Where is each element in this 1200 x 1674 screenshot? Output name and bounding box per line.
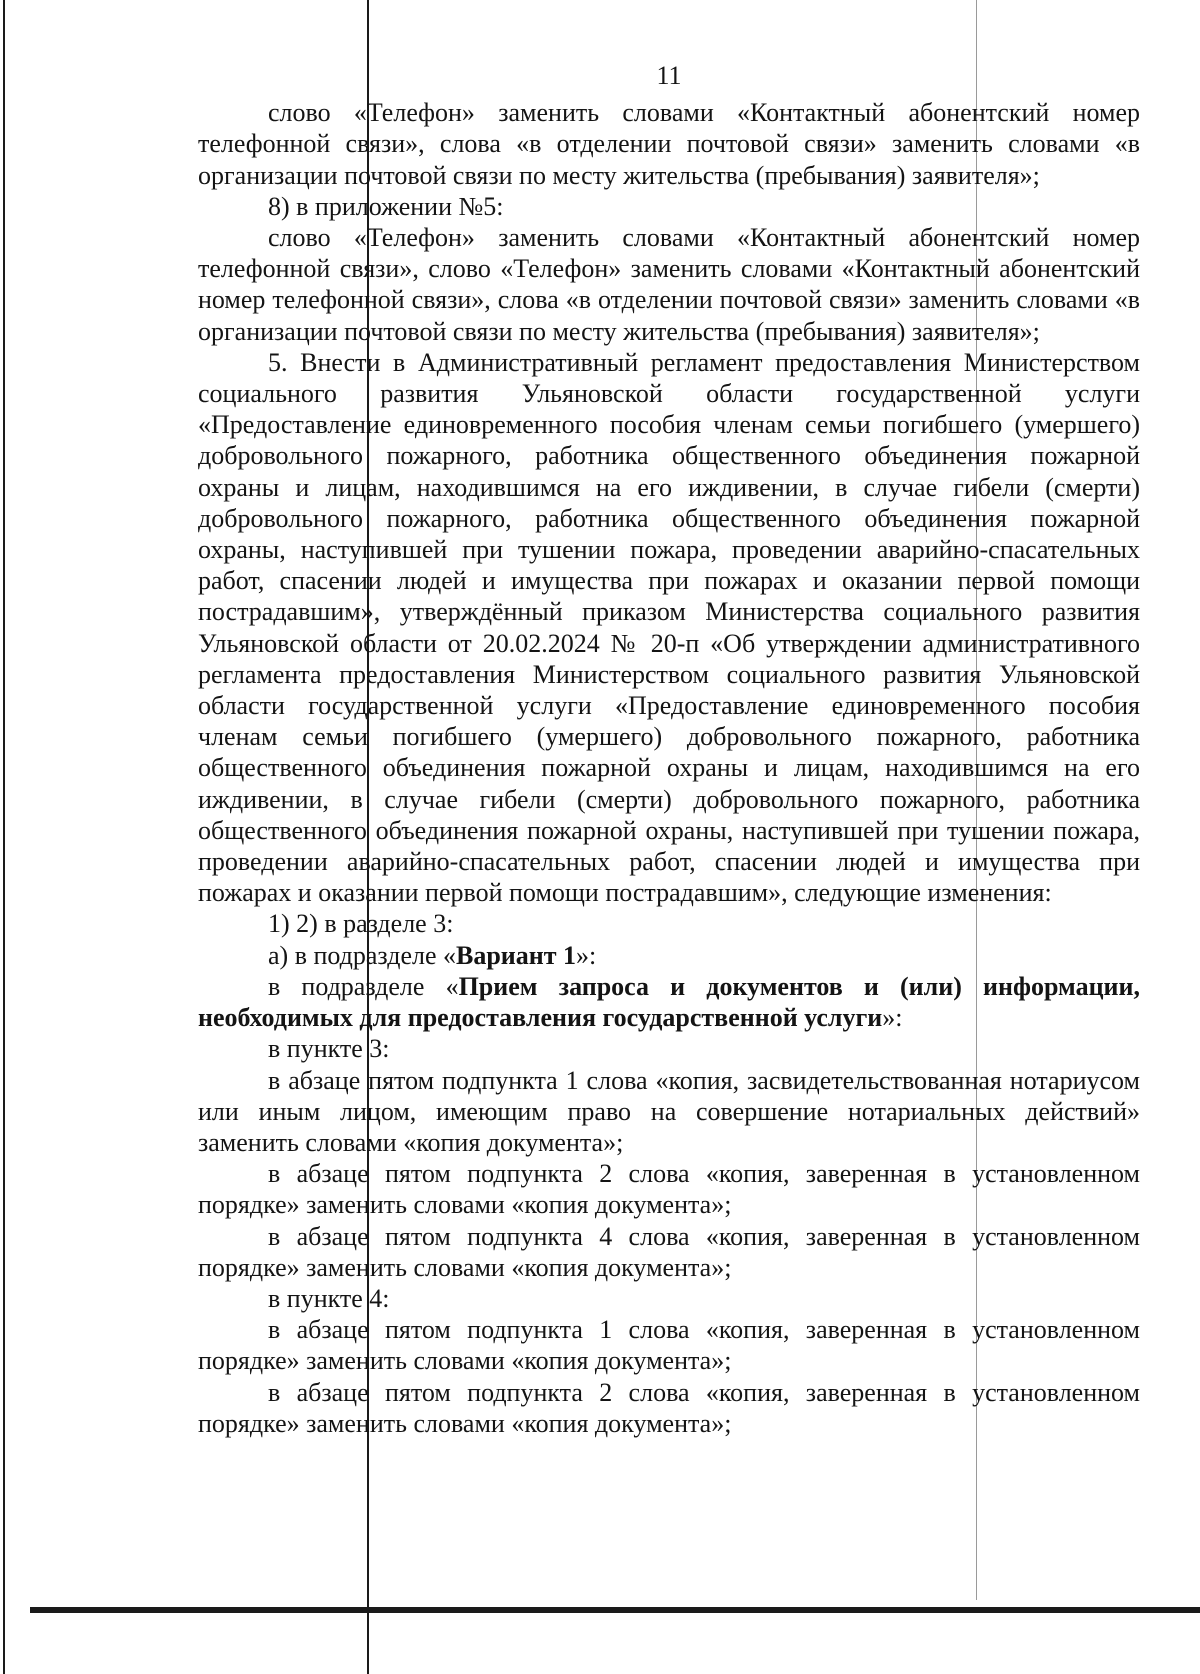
paragraph: в абзаце пятом подпункта 4 слова «копия, заверенная в установленном порядке» заменить словами «копия документа»; xyxy=(198,1221,1140,1282)
paragraph: в абзаце пятом подпункта 1 слова «копия, заверенная в установленном порядке» заменить словами «копия документа»; xyxy=(198,1315,1140,1376)
text-fragment: а) в подразделе « xyxy=(268,940,456,970)
paragraph-variant xyxy=(198,940,1140,971)
paragraph: 1) 2) в разделе 3: xyxy=(268,909,454,939)
paragraph: слово «Телефон» заменить словами «Контактный абонентский номер телефонной связи», слова «в отделении почтовой связи» заменить словами «в организации почтовой связи по месту жительства (пребывания) заявителя»; xyxy=(198,98,1140,190)
paragraph: 5. Внести в Административный регламент предоставления Министерством социального развития Ульяновской области государственной услуги «Предоставление единовременного пособия членам семьи погибшего (умершего) добровольного пожарного, работника общественного объединения пожарной охраны и лицам, находившимся на его иждивении, в случае гибели (смерти) добровольного пожарного, работника общественного объединения пожарной охраны, наступившей при тушении пожара, проведении аварийно-спасательных работ, спасении людей и имущества при пожарах и оказании первой помощи пострадавшим», утверждённый приказом Министерства социального развития Ульяновской области от 20.02.2024 № 20-п «Об утверждении административного регламента предоставления Министерством социального развития Ульяновской области государственной услуги «Предоставление единовременного пособия членам семьи погибшего (умершего) добровольного пожарного, работника общественного объединения пожарной охраны и лицам, находившимся на его иждивении, в случае гибели (смерти) добровольного пожарного, работника общественного объединения пожарной охраны, наступившей при тушении пожара, проведении аварийно-спасательных работ, спасении людей и имущества при пожарах и оказании первой помощи пострадавшим», следующие изменения: xyxy=(198,347,1140,908)
paragraph: в пункте 3: xyxy=(268,1034,390,1064)
paragraph: слово «Телефон» заменить словами «Контактный абонентский номер телефонной связи», слово «Телефон» заменить словами «Контактный абонентский номер телефонной связи», слова «в отделении почтовой связи» заменить словами «в организации почтовой связи по месту жительства (пребывания) заявителя»; xyxy=(198,223,1140,346)
bold-text: Вариант 1 xyxy=(456,940,577,970)
paragraph: 8) в приложении №5: xyxy=(268,191,504,221)
document-page xyxy=(198,60,1140,1439)
page-number: 11 xyxy=(656,61,682,90)
bottom-edge-line xyxy=(30,1607,1200,1613)
text-fragment: »: xyxy=(882,1003,903,1033)
left-edge-line xyxy=(3,0,5,1674)
text-fragment: в подразделе « xyxy=(268,971,459,1001)
paragraph-subsection xyxy=(198,971,1140,1033)
bold-text: Прием запроса и документов и (или) информации, необходимых для предоставления государственной услуги xyxy=(198,971,1141,1033)
paragraph: в абзаце пятом подпункта 2 слова «копия, заверенная в установленном порядке» заменить словами «копия документа»; xyxy=(198,1377,1140,1438)
paragraph: в абзаце пятом подпункта 2 слова «копия, заверенная в установленном порядке» заменить словами «копия документа»; xyxy=(198,1159,1140,1220)
paragraph: в пункте 4: xyxy=(268,1283,390,1313)
paragraph: в абзаце пятом подпункта 1 слова «копия, засвидетельствованная нотариусом или иным лицом, имеющим право на совершение нотариальных действий» заменить словами «копия документа»; xyxy=(198,1065,1140,1157)
text-fragment: »: xyxy=(576,940,597,970)
